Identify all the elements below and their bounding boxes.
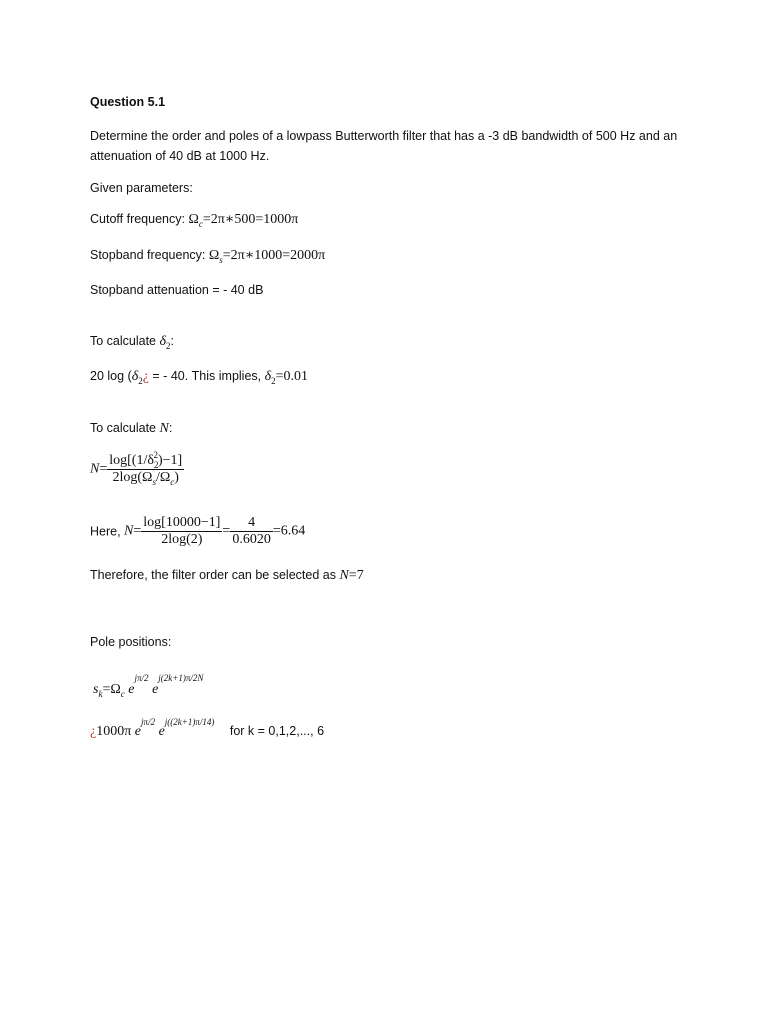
delta-equation: 20 $\log (\delta_2¿$ = - 40. This implies, $\delta_2=0.01$ xyxy=(90,369,309,386)
delta-heading: To calculate $\delta_2$: xyxy=(90,334,174,351)
n-formula: N= $\frac{\log[(1/\delta_2^2)-1]}{2\log(\Omega_s/\Omega_c)}$ xyxy=(90,450,183,487)
cutoff-label: Cutoff frequency: xyxy=(90,212,189,226)
given-heading: Given parameters: xyxy=(90,181,193,195)
stopband-line: Stopband frequency: $\Omega_s=2\pi∗1000=2000\pi$ xyxy=(90,248,326,265)
cutoff-line: Cutoff frequency: $\Omega_c=2\pi∗500=1000\pi$ xyxy=(90,212,299,229)
n-heading: To calculate N: xyxy=(90,421,173,436)
poles-heading: Pole positions: xyxy=(90,635,172,649)
filter-order: =7 xyxy=(348,568,364,583)
stopband-label: Stopband frequency: xyxy=(90,248,209,262)
attenuation-line: Stopband attenuation = - 40 dB xyxy=(90,283,264,297)
page-title: Question 5.1 xyxy=(90,95,166,109)
n-result: =6.64 xyxy=(272,523,306,539)
order-line: Therefore, the filter order can be selected as N=7 xyxy=(90,568,364,583)
delta-value: =0.01 xyxy=(275,369,309,384)
problem-statement: Determine the order and poles of a lowpass Butterworth filter that has a -3 dB bandwidth of 500 Hz and an attenuation of 40 dB at 1000 Hz. xyxy=(90,129,678,163)
cutoff-eq: =2π∗500=1000π xyxy=(202,212,299,227)
stopband-eq: =2π∗1000=2000π xyxy=(222,248,326,263)
n-calculation: Here, N= $\frac{\log[10000-1]}{2\log(2)}$ = $\frac{4}{0.6020}$ =6.64 xyxy=(90,515,306,547)
k-range: for k = 0,1,2,..., 6 xyxy=(229,724,325,738)
pole-expression: ¿1000π $e^{j\pi/2}$ $e^{j((2k+1)\pi/14)}$ for k = 0,1,2,..., 6 xyxy=(90,717,325,739)
pole-formula: $s_k=\Omega_c$ $e^{j\pi/2}$ $e^{j(2k+1)\pi/2N}$ xyxy=(93,673,204,699)
